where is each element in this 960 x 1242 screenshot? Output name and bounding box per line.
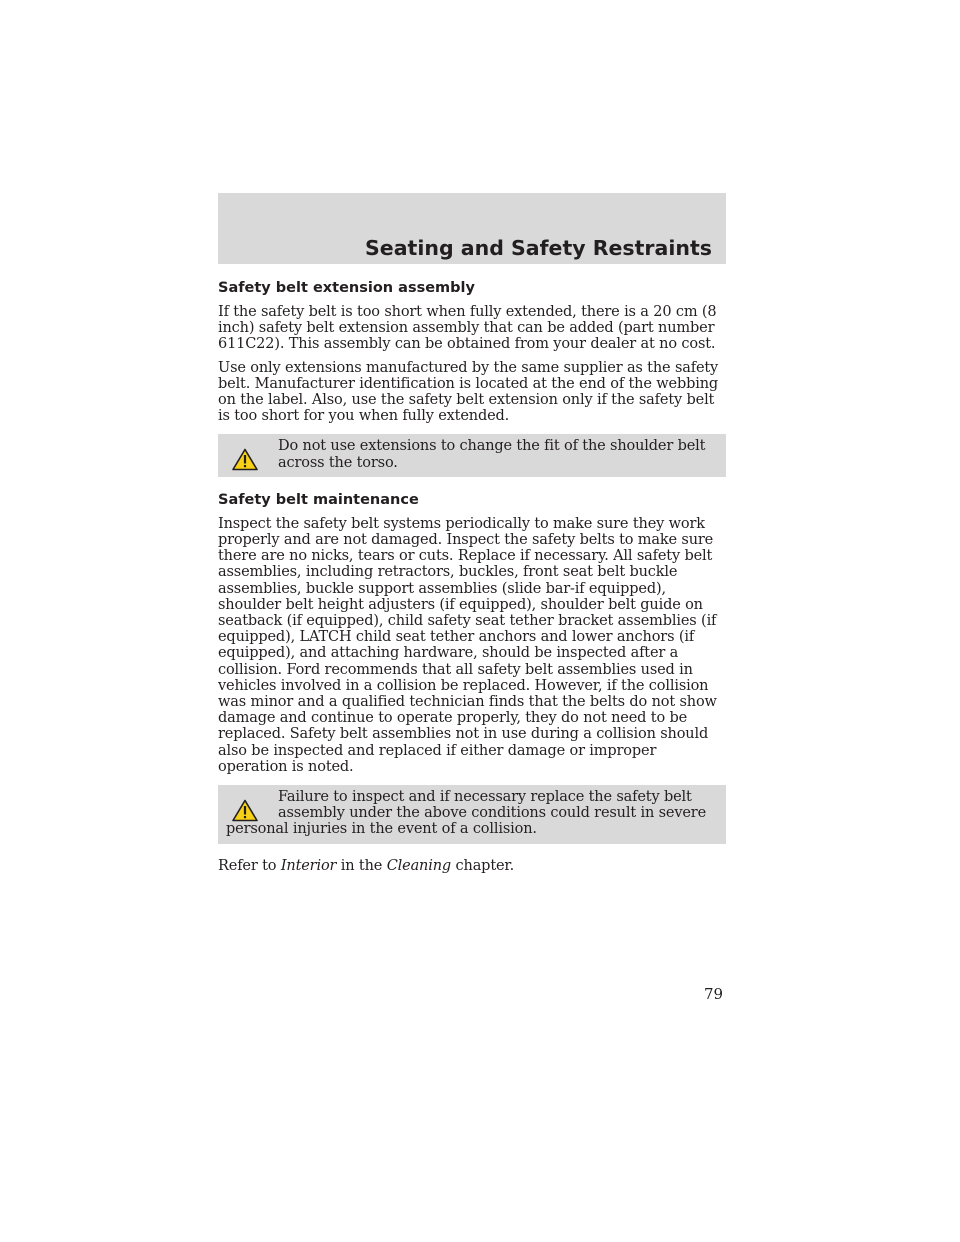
header-band (218, 193, 726, 264)
warning-box (218, 785, 726, 844)
warning-text: Do not use extensions to change the fit of the shoulder belt across the torso. (278, 438, 706, 471)
refer-paragraph (218, 858, 726, 874)
refer-prefix: Refer to (218, 857, 277, 874)
page-title: Seating and Safety Restraints (365, 236, 712, 260)
refer-middle: in the (340, 857, 383, 874)
paragraph: If the safety belt is too short when fully extended, there is a 20 cm (8 inch) safety belt extension assembly that can be added (part number 611C22). This assembly can be obtained from your dealer at no cost. (218, 304, 717, 353)
section-heading-extension: Safety belt extension assembly (218, 280, 475, 296)
warning-triangle-icon (226, 438, 278, 468)
paragraph: Inspect the safety belt systems periodically to make sure they work properly and are not damaged. Inspect the safety belts to make sure there are no nicks, tears or cuts. Replace if necessary. All safety belt assemblies, including retractors, buckles, front seat belt buckle assemblies, buckle support assemblies (slide bar-if equipped), shoulder belt height adjusters (if equipped), shoulder belt guide on seatback (if equipped), child safety seat tether bracket assemblies (if equipped), LATCH child seat tether anchors and lower anchors (if equipped), and attaching hardware, should be inspected after a collision. Ford recommends that all safety belt assemblies used in vehicles involved in a collision be replaced. However, if the collision was minor and a qualified technician finds that the belts do not show damage and continue to operate properly, they do not need to be replaced. Safety belt assemblies not in use during a collision should also be inspected and replaced if either damage or improper operation is noted. (218, 515, 717, 775)
page-content (218, 279, 726, 881)
page-number: 79 (704, 985, 724, 1003)
warning-text: Failure to inspect and if necessary replace the safety belt assembly under the above conditions could result in severe personal injuries in the event of a collision. (226, 789, 707, 838)
warning-triangle-icon (226, 789, 278, 819)
warning-box (218, 434, 726, 476)
refer-link-interior[interactable]: Interior (280, 857, 337, 874)
refer-suffix: chapter. (455, 857, 515, 874)
paragraph: Use only extensions manufactured by the same supplier as the safety belt. Manufacturer identification is located at the end of the webbing on the label. Also, use the safety belt extension only if the safety belt is too short for you when fully extended. (218, 359, 719, 425)
refer-link-cleaning[interactable]: Cleaning (386, 857, 452, 874)
section-heading-maintenance: Safety belt maintenance (218, 491, 419, 508)
